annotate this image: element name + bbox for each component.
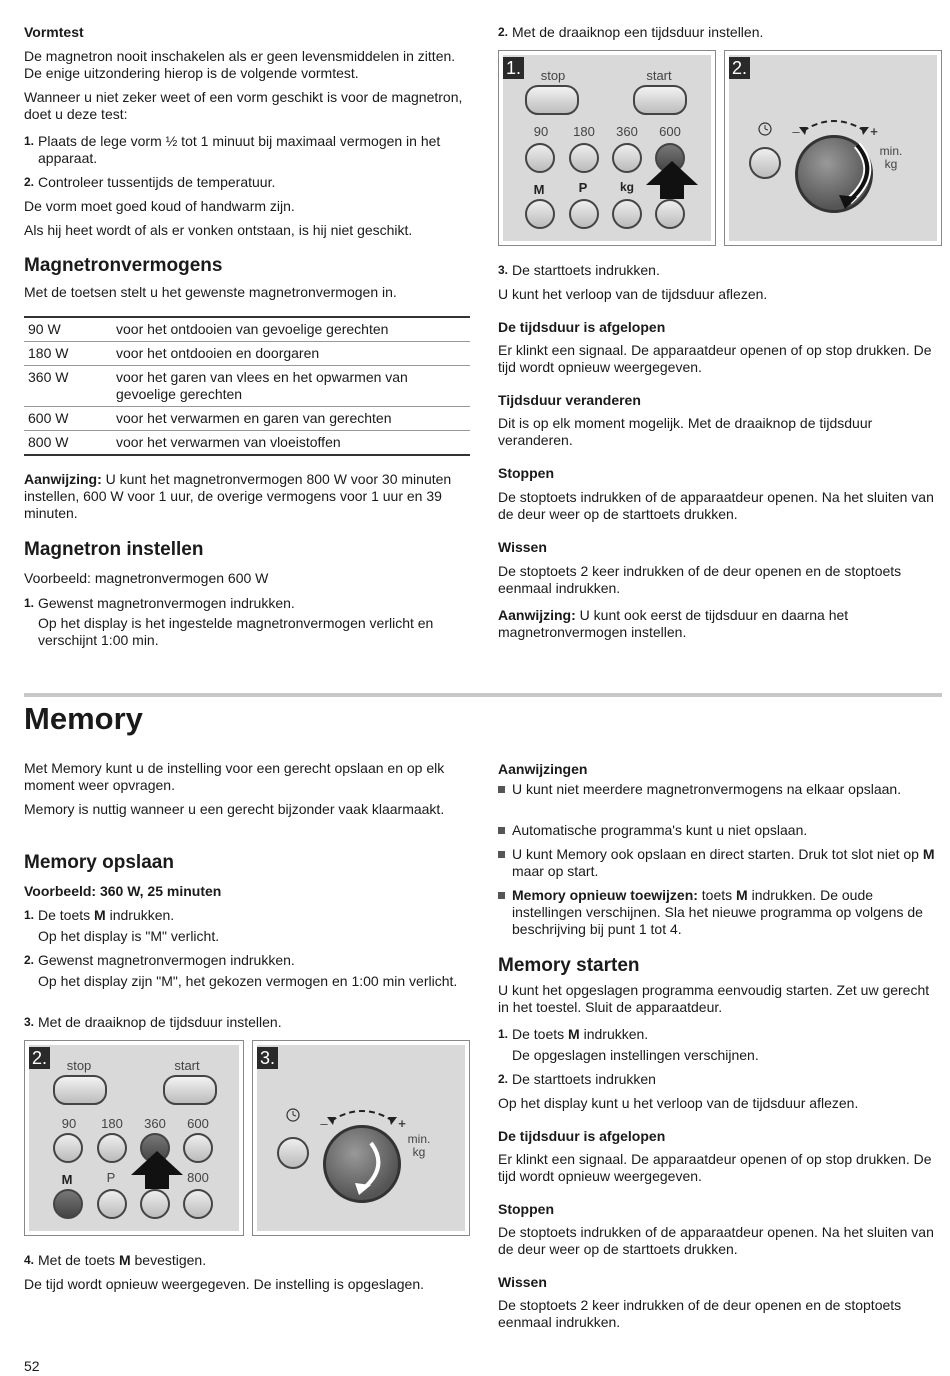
list-item: [498, 781, 938, 798]
memory-button[interactable]: [53, 1189, 83, 1219]
power-800-label: 800: [187, 1170, 209, 1185]
step-number: 2.: [24, 953, 35, 967]
rotate-arrows-icon: [327, 1105, 397, 1125]
opslaan-step-1: [24, 907, 470, 945]
power-value: 180 W: [24, 342, 112, 366]
note-label: Aanwijzing:: [498, 607, 576, 623]
wissen-paragraph: De stoptoets 2 keer indrukken of de deur openen en de stoptoets eenmaal indrukken.: [498, 563, 902, 596]
step-badge: 2.: [729, 57, 750, 79]
vormtest-paragraph-2: Wanneer u niet zeker weet of een vorm geschikt is voor de magnetron, doet u deze test:: [24, 89, 463, 122]
afgelopen-heading: De tijdsduur is afgelopen: [498, 1128, 666, 1144]
power-description: voor het ontdooien van gevoelige gerechten: [112, 318, 470, 342]
step-3-subtext: U kunt het verloop van de tijdsduur aflezen.: [498, 286, 768, 302]
program-button[interactable]: [97, 1189, 127, 1219]
power-description: voor het verwarmen van vloeistoffen: [112, 431, 470, 456]
note-label: Aanwijzing:: [24, 471, 102, 487]
power-description: voor het ontdooien en doorgaren: [112, 342, 470, 366]
step-text: De starttoets indrukken.: [512, 262, 660, 278]
minus-label: –: [792, 124, 800, 139]
bullet-text: Automatische programma's kunt u niet opslaan.: [512, 822, 808, 838]
program-label: P: [578, 180, 588, 195]
kg-unit-label: kg: [884, 157, 898, 171]
start-label: start: [174, 1058, 200, 1073]
afgelopen-paragraph: Er klinkt een signaal. De apparaatdeur openen of op stop drukken. De tijd wordt opnieuw weergegeven.: [498, 1151, 932, 1184]
stoppen-heading: Stoppen: [498, 1201, 554, 1217]
vormtest-heading: Vormtest: [24, 24, 84, 40]
power-360-label: 360: [144, 1116, 166, 1131]
afgelopen-paragraph: Er klinkt een signaal. De apparaatdeur openen of op stop drukken. De tijd wordt opnieuw weergegeven.: [498, 342, 932, 375]
step-text: De toets M indrukken.: [512, 1026, 649, 1042]
magnetron-instellen-example: Voorbeeld: magnetronvermogen 600 W: [24, 570, 269, 586]
kg-button[interactable]: [140, 1189, 170, 1219]
vormtest-paragraph-1: De magnetron nooit inschakelen als er geen levensmiddelen in zitten. De enige uitzondering hierop is de volgende vormtest.: [24, 48, 456, 81]
power-description: voor het verwarmen en garen van gerechten: [112, 407, 470, 431]
memory-paragraph-1: Met Memory kunt u de instelling voor een gerecht opslaan en op elk moment weer opvragen.: [24, 760, 445, 793]
step-text: Met de draaiknop een tijdsduur instellen.: [512, 24, 764, 40]
step-text: Controleer tussentijds de temperatuur.: [38, 174, 276, 190]
starten-step-2: [498, 1071, 938, 1088]
list-item: [498, 846, 938, 880]
step-text: Gewenst magnetronvermogen indrukken.: [38, 595, 295, 611]
memory-panel-knob: [252, 1040, 470, 1236]
list-item: [498, 822, 938, 839]
aanwijzingen-heading: Aanwijzingen: [498, 761, 588, 777]
memory-label: M: [533, 182, 545, 197]
stop-button[interactable]: [53, 1075, 107, 1105]
starten-display-paragraph: Op het display kunt u het verloop van de tijdsduur aflezen.: [498, 1095, 859, 1111]
step-text: De starttoets indrukken: [512, 1071, 656, 1087]
kg-unit-label: kg: [412, 1145, 426, 1159]
magnetronvermogens-heading: Magnetronvermogens: [24, 255, 223, 276]
step-number: 1.: [24, 134, 35, 148]
wissen-heading: Wissen: [498, 539, 547, 555]
step-text: Gewenst magnetronvermogen indrukken.: [38, 952, 295, 968]
power-description: voor het garen van vlees en het opwarmen van gevoelige gerechten: [112, 366, 470, 407]
note-text: U kunt het magnetronvermogen 800 W voor 30 minuten instellen, 600 W voor 1 uur, de overige vermogens voor 1 uur en 39 minuten.: [24, 471, 452, 521]
magnetronvermogens-intro: Met de toetsen stelt u het gewenste magnetronvermogen in.: [24, 284, 397, 300]
up-arrow-icon: [129, 1149, 185, 1191]
step-number: 3.: [24, 1015, 35, 1029]
step-4-subtext: De tijd wordt opnieuw weergegeven. De instelling is opgeslagen.: [24, 1276, 425, 1292]
note-text: U kunt ook eerst de tijdsduur en daarna het magnetronvermogen instellen.: [498, 607, 849, 640]
step-number: 4.: [24, 1253, 35, 1267]
stop-label: stop: [66, 1058, 92, 1073]
step-text: Plaats de lege vorm ½ tot 1 minuut bij maximaal vermogen in het apparaat.: [38, 133, 441, 166]
page-number: 52: [24, 1358, 40, 1374]
left-bottom-column: [24, 0, 470, 1376]
vormtest-paragraph-4: Als hij heet wordt of als er vonken ontstaan, is hij niet geschikt.: [24, 222, 413, 238]
step-text: Met de toets M bevestigen.: [38, 1252, 207, 1268]
minus-label: –: [320, 1116, 328, 1131]
start-button[interactable]: [163, 1075, 217, 1105]
step-subtext: Op het display zijn "M", het gekozen vermogen en 1:00 min verlicht.: [38, 973, 458, 989]
memory-paragraph-2: Memory is nuttig wanneer u een gerecht bijzonder vaak klaarmaakt.: [24, 801, 445, 817]
power-value: 90 W: [24, 318, 112, 342]
step-number: 2.: [498, 25, 509, 39]
stoppen-paragraph: De stoptoets indrukken of de apparaatdeur openen. Na het sluiten van de deur weer op de starttoets drukken.: [498, 489, 934, 522]
bullet-icon: [498, 827, 505, 834]
bullet-icon: [498, 786, 505, 793]
wissen-paragraph: De stoptoets 2 keer indrukken of de deur openen en de stoptoets eenmaal indrukken.: [498, 1297, 902, 1330]
veranderen-heading: Tijdsduur veranderen: [498, 392, 641, 408]
list-item: [498, 887, 938, 938]
step-text: Met de draaiknop de tijdsduur instellen.: [38, 1014, 282, 1030]
memory-starten-heading: Memory starten: [498, 955, 640, 976]
step-text: De toets M indrukken.: [38, 907, 175, 923]
stoppen-paragraph: De stoptoets indrukken of de apparaatdeur openen. Na het sluiten van de deur weer op de starttoets drukken.: [498, 1224, 934, 1257]
step-number: 1.: [24, 596, 35, 610]
power-90-label: 90: [61, 1116, 77, 1131]
step-number: 1.: [498, 1027, 509, 1041]
veranderen-paragraph: Dit is op elk moment mogelijk. Met de draaiknop de tijdsduur veranderen.: [498, 415, 873, 448]
min-label: min.: [879, 144, 903, 158]
power-360-label: 360: [616, 124, 638, 139]
wissen-heading: Wissen: [498, 1274, 547, 1290]
power-value: 800 W: [24, 431, 112, 456]
clock-icon: [285, 1107, 301, 1123]
step-badge: 2.: [29, 1047, 50, 1069]
power-180-label: 180: [101, 1116, 123, 1131]
power-800-button[interactable]: [183, 1189, 213, 1219]
magnetron-instellen-heading: Magnetron instellen: [24, 539, 204, 560]
step-number: 3.: [498, 263, 509, 277]
memory-panel-buttons: [24, 1040, 244, 1236]
power-value: 600 W: [24, 407, 112, 431]
power-value: 360 W: [24, 366, 112, 407]
opslaan-step-4: [24, 1252, 470, 1269]
start-label: start: [646, 68, 672, 83]
timer-button[interactable]: [277, 1137, 309, 1169]
power-90-button[interactable]: [53, 1133, 83, 1163]
step-badge: 1.: [503, 57, 524, 79]
bullet-text: U kunt niet meerdere magnetronvermogens na elkaar opslaan.: [512, 781, 902, 797]
power-180-label: 180: [573, 124, 595, 139]
right-bottom-column: [498, 0, 938, 1376]
memory-opslaan-heading: Memory opslaan: [24, 852, 174, 873]
plus-label: +: [398, 1116, 406, 1131]
bullet-text: Memory opnieuw toewijzen: toets M indrukken. De oude instellingen verschijnen. Sla het nieuwe programma op volgens de beschrijving bij punt 1 tot 4.: [512, 887, 923, 937]
plus-label: +: [870, 124, 878, 139]
bullet-icon: [498, 892, 505, 899]
step-subtext: Op het display is "M" verlicht.: [38, 928, 220, 944]
power-600-button[interactable]: [183, 1133, 213, 1163]
stoppen-heading: Stoppen: [498, 465, 554, 481]
power-180-button[interactable]: [97, 1133, 127, 1163]
step-badge: 3.: [257, 1047, 278, 1069]
step-number: 2.: [498, 1072, 509, 1086]
stop-label: stop: [540, 68, 566, 83]
memory-starten-paragraph: U kunt het opgeslagen programma eenvoudig starten. Zet uw gerecht in het toestel. Sluit de apparaatdeur.: [498, 982, 930, 1015]
step-subtext: Op het display is het ingestelde magnetronvermogen verlicht en verschijnt 1:00 min.: [38, 615, 434, 648]
memory-heading: Memory: [24, 701, 143, 736]
power-90-label: 90: [533, 124, 549, 139]
vormtest-paragraph-3: De vorm moet goed koud of handwarm zijn.: [24, 198, 295, 214]
afgelopen-heading: De tijdsduur is afgelopen: [498, 319, 666, 335]
program-label: P: [106, 1170, 116, 1185]
bullet-text: U kunt Memory ook opslaan en direct starten. Druk tot slot niet op M maar op start.: [512, 846, 935, 879]
opslaan-step-2: [24, 952, 470, 990]
step-subtext: De opgeslagen instellingen verschijnen.: [512, 1047, 759, 1063]
power-600-label: 600: [659, 124, 681, 139]
kg-label: kg: [619, 180, 634, 194]
starten-step-1: [498, 1026, 938, 1064]
min-label: min.: [407, 1132, 431, 1146]
bullet-icon: [498, 851, 505, 858]
memory-opslaan-example: Voorbeeld: 360 W, 25 minuten: [24, 883, 222, 899]
memory-label: M: [61, 1172, 73, 1187]
step-number: 2.: [24, 175, 35, 189]
step-number: 1.: [24, 908, 35, 922]
turn-arrow-icon: [349, 1137, 393, 1197]
power-600-label: 600: [187, 1116, 209, 1131]
opslaan-step-3: [24, 1014, 470, 1031]
